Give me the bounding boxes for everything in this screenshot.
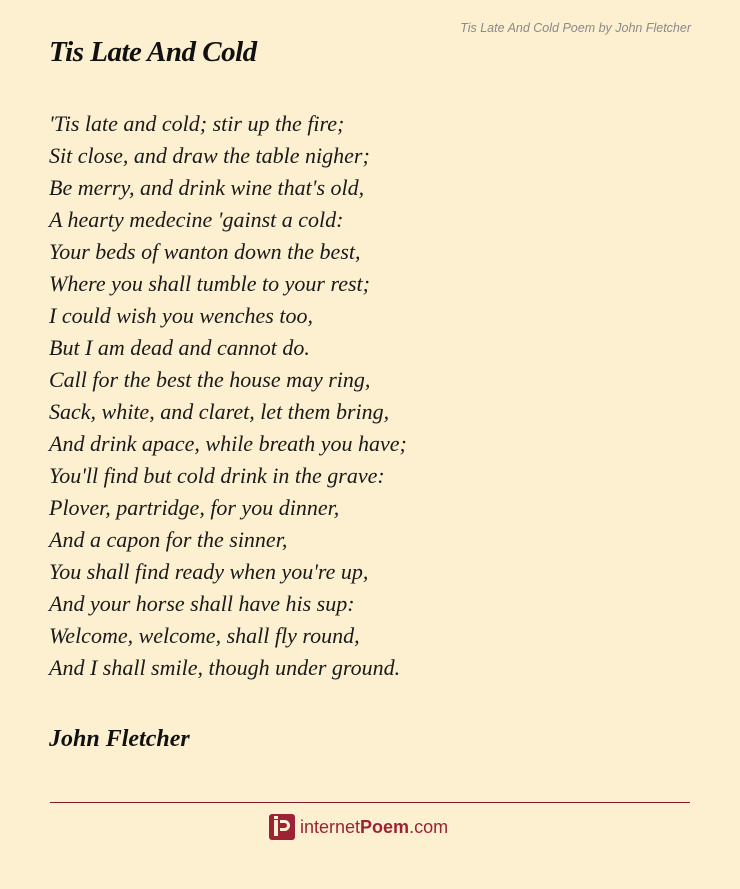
poem-line: And I shall smile, though under ground. bbox=[49, 655, 401, 680]
poem-author: John Fletcher bbox=[49, 726, 190, 752]
poem-line: Your beds of wanton down the best, bbox=[49, 239, 361, 264]
poem-line: And a capon for the sinner, bbox=[49, 527, 288, 552]
poem-line: Be merry, and drink wine that's old, bbox=[49, 175, 365, 200]
poem-line: 'Tis late and cold; stir up the fire; bbox=[49, 111, 345, 136]
watermark-caption: Tis Late And Cold Poem by John Fletcher bbox=[460, 21, 691, 35]
poem-line: Welcome, welcome, shall fly round, bbox=[49, 623, 360, 648]
poem-line: You'll find but cold drink in the grave: bbox=[49, 463, 385, 488]
brand-prefix: internet bbox=[300, 816, 361, 837]
poem-body bbox=[49, 108, 407, 684]
poem-line: Call for the best the house may ring, bbox=[49, 367, 371, 392]
brand-main: Poem bbox=[360, 816, 410, 837]
poem-line: Sack, white, and claret, let them bring, bbox=[49, 399, 390, 424]
poem-line: A hearty medecine 'gainst a cold: bbox=[49, 207, 344, 232]
poem-title: Tis Late And Cold bbox=[49, 36, 257, 68]
footer-divider bbox=[50, 802, 690, 803]
poem-line: Sit close, and draw the table nigher; bbox=[49, 143, 370, 168]
poem-line: Plover, partridge, for you dinner, bbox=[49, 495, 340, 520]
poem-line: But I am dead and cannot do. bbox=[49, 335, 310, 360]
site-logo-text bbox=[300, 817, 448, 838]
poem-line: I could wish you wenches too, bbox=[49, 303, 313, 328]
poem-line: You shall find ready when you're up, bbox=[49, 559, 369, 584]
site-logo-link[interactable] bbox=[269, 814, 448, 840]
brand-suffix: .com bbox=[409, 816, 449, 837]
poem-line: And drink apace, while breath you have; bbox=[49, 431, 407, 456]
poem-line: Where you shall tumble to your rest; bbox=[49, 271, 370, 296]
poem-line: And your horse shall have his sup: bbox=[49, 591, 355, 616]
internetpoem-logo-icon bbox=[269, 814, 295, 840]
